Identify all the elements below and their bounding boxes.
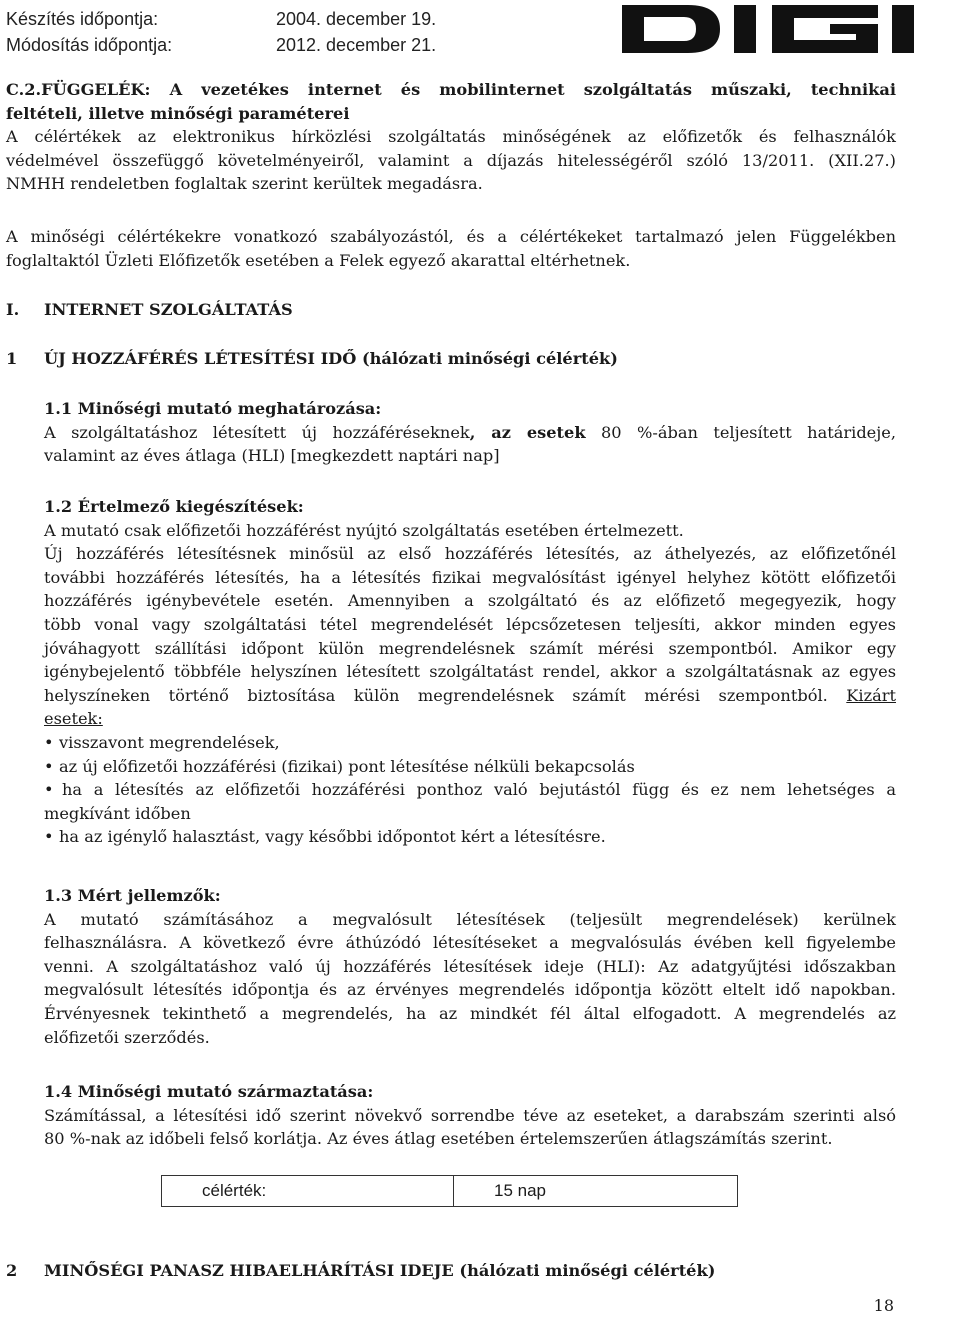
modified-value: 2012. december 21. [276, 35, 437, 55]
target-value: 15 nap [454, 1176, 738, 1207]
section-1-4-heading: 1.4 Minőségi mutató származtatása: [44, 1082, 374, 1101]
section-1-heading [6, 298, 896, 322]
created-row [6, 9, 436, 30]
s13-line6: előfizetői szerződés. [44, 1027, 210, 1047]
target-label: célérték: [162, 1176, 454, 1207]
section-1-2 [44, 495, 896, 849]
s11-part-c: 80 %-ában teljesített határideje, [585, 422, 897, 442]
excluded-cases-link: Kizárt [846, 685, 896, 705]
s14-line1: Számítással, a létesítési idő szerint növekvő sorrendbe téve az eseteket, a darabszám szerinti alsó [44, 1105, 896, 1125]
created-label: Készítés időpontja: [6, 9, 159, 29]
intro-line1: A célértékek az elektronikus hírközlési szolgáltatás minőségének az előfizetők és felhasználók [6, 127, 896, 146]
appendix-title-line1: C.2.FÜGGELÉK: A vezetékes internet és mobilinternet szolgáltatás műszaki, technikai [6, 80, 896, 99]
section-1-3-heading: 1.3 Mért jellemzők: [44, 886, 221, 905]
section-1-title: INTERNET SZOLGÁLTATÁS [44, 300, 293, 319]
s12-line6: jóváhagyott szállítási időpont külön megrendelésnek számít mérési szempontból. Amikor egy [44, 638, 896, 658]
logo-text: DIGI [922, 51, 925, 52]
s13-line5: Érvényesnek tekinthető a megrendelés, ha az mindkét fél által elfogadott. A megrendelés az [44, 1003, 896, 1023]
bullet-item-cont: megkívánt időben [44, 803, 191, 823]
s12-line5: több vonal vagy szolgáltatási tétel megrendelését lépcsőzetesen teljesíti, akkor minden egyes [44, 614, 896, 634]
intro-line2: védelmével összefüggő követelményeiről, valamint a díjazás hitelességéről szóló 13/2011. (XII.27.) [6, 150, 896, 170]
s13-line2: felhasználásra. A következő évre áthúzódó létesítéseket a megvalósulás évében kell figyelembe [44, 933, 896, 953]
section-1-num: I. [6, 300, 20, 319]
section-1-1-heading: 1.1 Minőségi mutató meghatározása: [44, 399, 382, 418]
s12-line4: hozzáférés igénybevétele esetén. Amennyiben a szolgáltató és az előfizető megegyezik, hogy [44, 591, 896, 611]
excluded-cases-link-cont: esetek: [44, 709, 103, 729]
section-1-1-line1 [44, 421, 896, 445]
bullet-item: • ha az igénylő halasztást, vagy későbbi időpontot kért a létesítésre. [44, 825, 896, 849]
subsection-1-heading [6, 347, 896, 371]
s13-line1: A mutató számításához a megvalósult létesítések (teljesült megrendelések) kerülnek [44, 909, 896, 929]
section-1-1 [44, 397, 896, 468]
s12-line8 [44, 684, 896, 708]
created-value: 2004. december 19. [276, 9, 437, 29]
intro-line3: NMHH rendeletben foglaltak szerint kerültek megadásra. [6, 174, 483, 194]
s12-line1: A mutató csak előfizetői hozzáférést nyújtó szolgáltatás esetében értelmezett. [44, 520, 684, 540]
appendix-title-line2: feltételi, illetve minőségi paraméterei [6, 103, 350, 123]
section-1-1-line2: valamint az éves átlaga (HLI) [megkezdett naptári nap] [44, 446, 500, 466]
subsection-2-title: MINŐSÉGI PANASZ HIBAELHÁRÍTÁSI IDEJE (hálózati minőségi célérték) [44, 1261, 716, 1280]
s14-line2: 80 %-nak az időbeli felső korlátja. Az éves átlag esetében értelemszerűen átlagszámítás szerint. [44, 1129, 833, 1149]
page-number: 18 [873, 1296, 894, 1315]
target-value-table [161, 1175, 738, 1207]
para2-line2: foglaltaktól Üzleti Előfizetők esetében a Felek egyező akarattal eltérhetnek. [6, 250, 631, 270]
subsection-1-title: ÚJ HOZZÁFÉRÉS LÉTESÍTÉSI IDŐ (hálózati minőségi célérték) [44, 349, 618, 368]
subsection-2-heading [6, 1259, 896, 1283]
appendix-intro [6, 125, 896, 196]
subsection-1-num: 1 [6, 349, 18, 368]
subsection-2-num: 2 [6, 1261, 18, 1280]
s12-line2: Új hozzáférés létesítésnek minősül az első hozzáférés létesítés, az áthelyezés, az előfizetőnél [44, 544, 896, 564]
appendix-para2 [6, 225, 896, 272]
para2-line1: A minőségi célértékekre vonatkozó szabályozástól, és a célértékeket tartalmazó jelen Függelékben [6, 227, 896, 246]
bullet-item: • ha a létesítés az előfizetői hozzáférési ponthoz való bejutástól függ és ez nem lehetséges a [44, 778, 896, 802]
modified-label: Módosítás időpontja: [6, 35, 173, 55]
bullet-item: • az új előfizetői hozzáférési (fizikai) pont létesítése nélküli bekapcsolás [44, 755, 896, 779]
s12-line3: további hozzáférés létesítés, ha a létesítés fizikai megvalósítást igényel helyhez kötött előfizetői [44, 567, 896, 587]
s12-line9 [44, 707, 896, 731]
section-1-3 [44, 884, 896, 1049]
digi-logo [622, 5, 954, 53]
s12-line7: igénybejelentő többféle helyszínen létesített szolgáltatást rendel, akkor a szolgáltatásnak az egyes [44, 662, 896, 682]
s13-line3: venni. A szolgáltatáshoz való új hozzáférés létesítések ideje (HLI): Az adatgyűjtési időszakban [44, 956, 896, 976]
s11-part-b: , az esetek [469, 422, 586, 442]
section-1-4 [44, 1080, 896, 1151]
s12-line8-text: helyszíneken történő biztosítása külön megrendelésnek számít mérési szempontból. [44, 685, 828, 705]
modified-row [6, 35, 436, 56]
s13-line4: megvalósult létesítés időpontja és az érvényes megrendelés időpontja között eltelt idő napokban. [44, 980, 896, 1000]
bullet-item: • visszavont megrendelések, [44, 731, 896, 755]
s11-part-a: A szolgáltatáshoz létesített új hozzáféréseknek [44, 422, 470, 442]
appendix-title [6, 78, 896, 125]
section-1-2-heading: 1.2 Értelmező kiegészítések: [44, 497, 304, 516]
